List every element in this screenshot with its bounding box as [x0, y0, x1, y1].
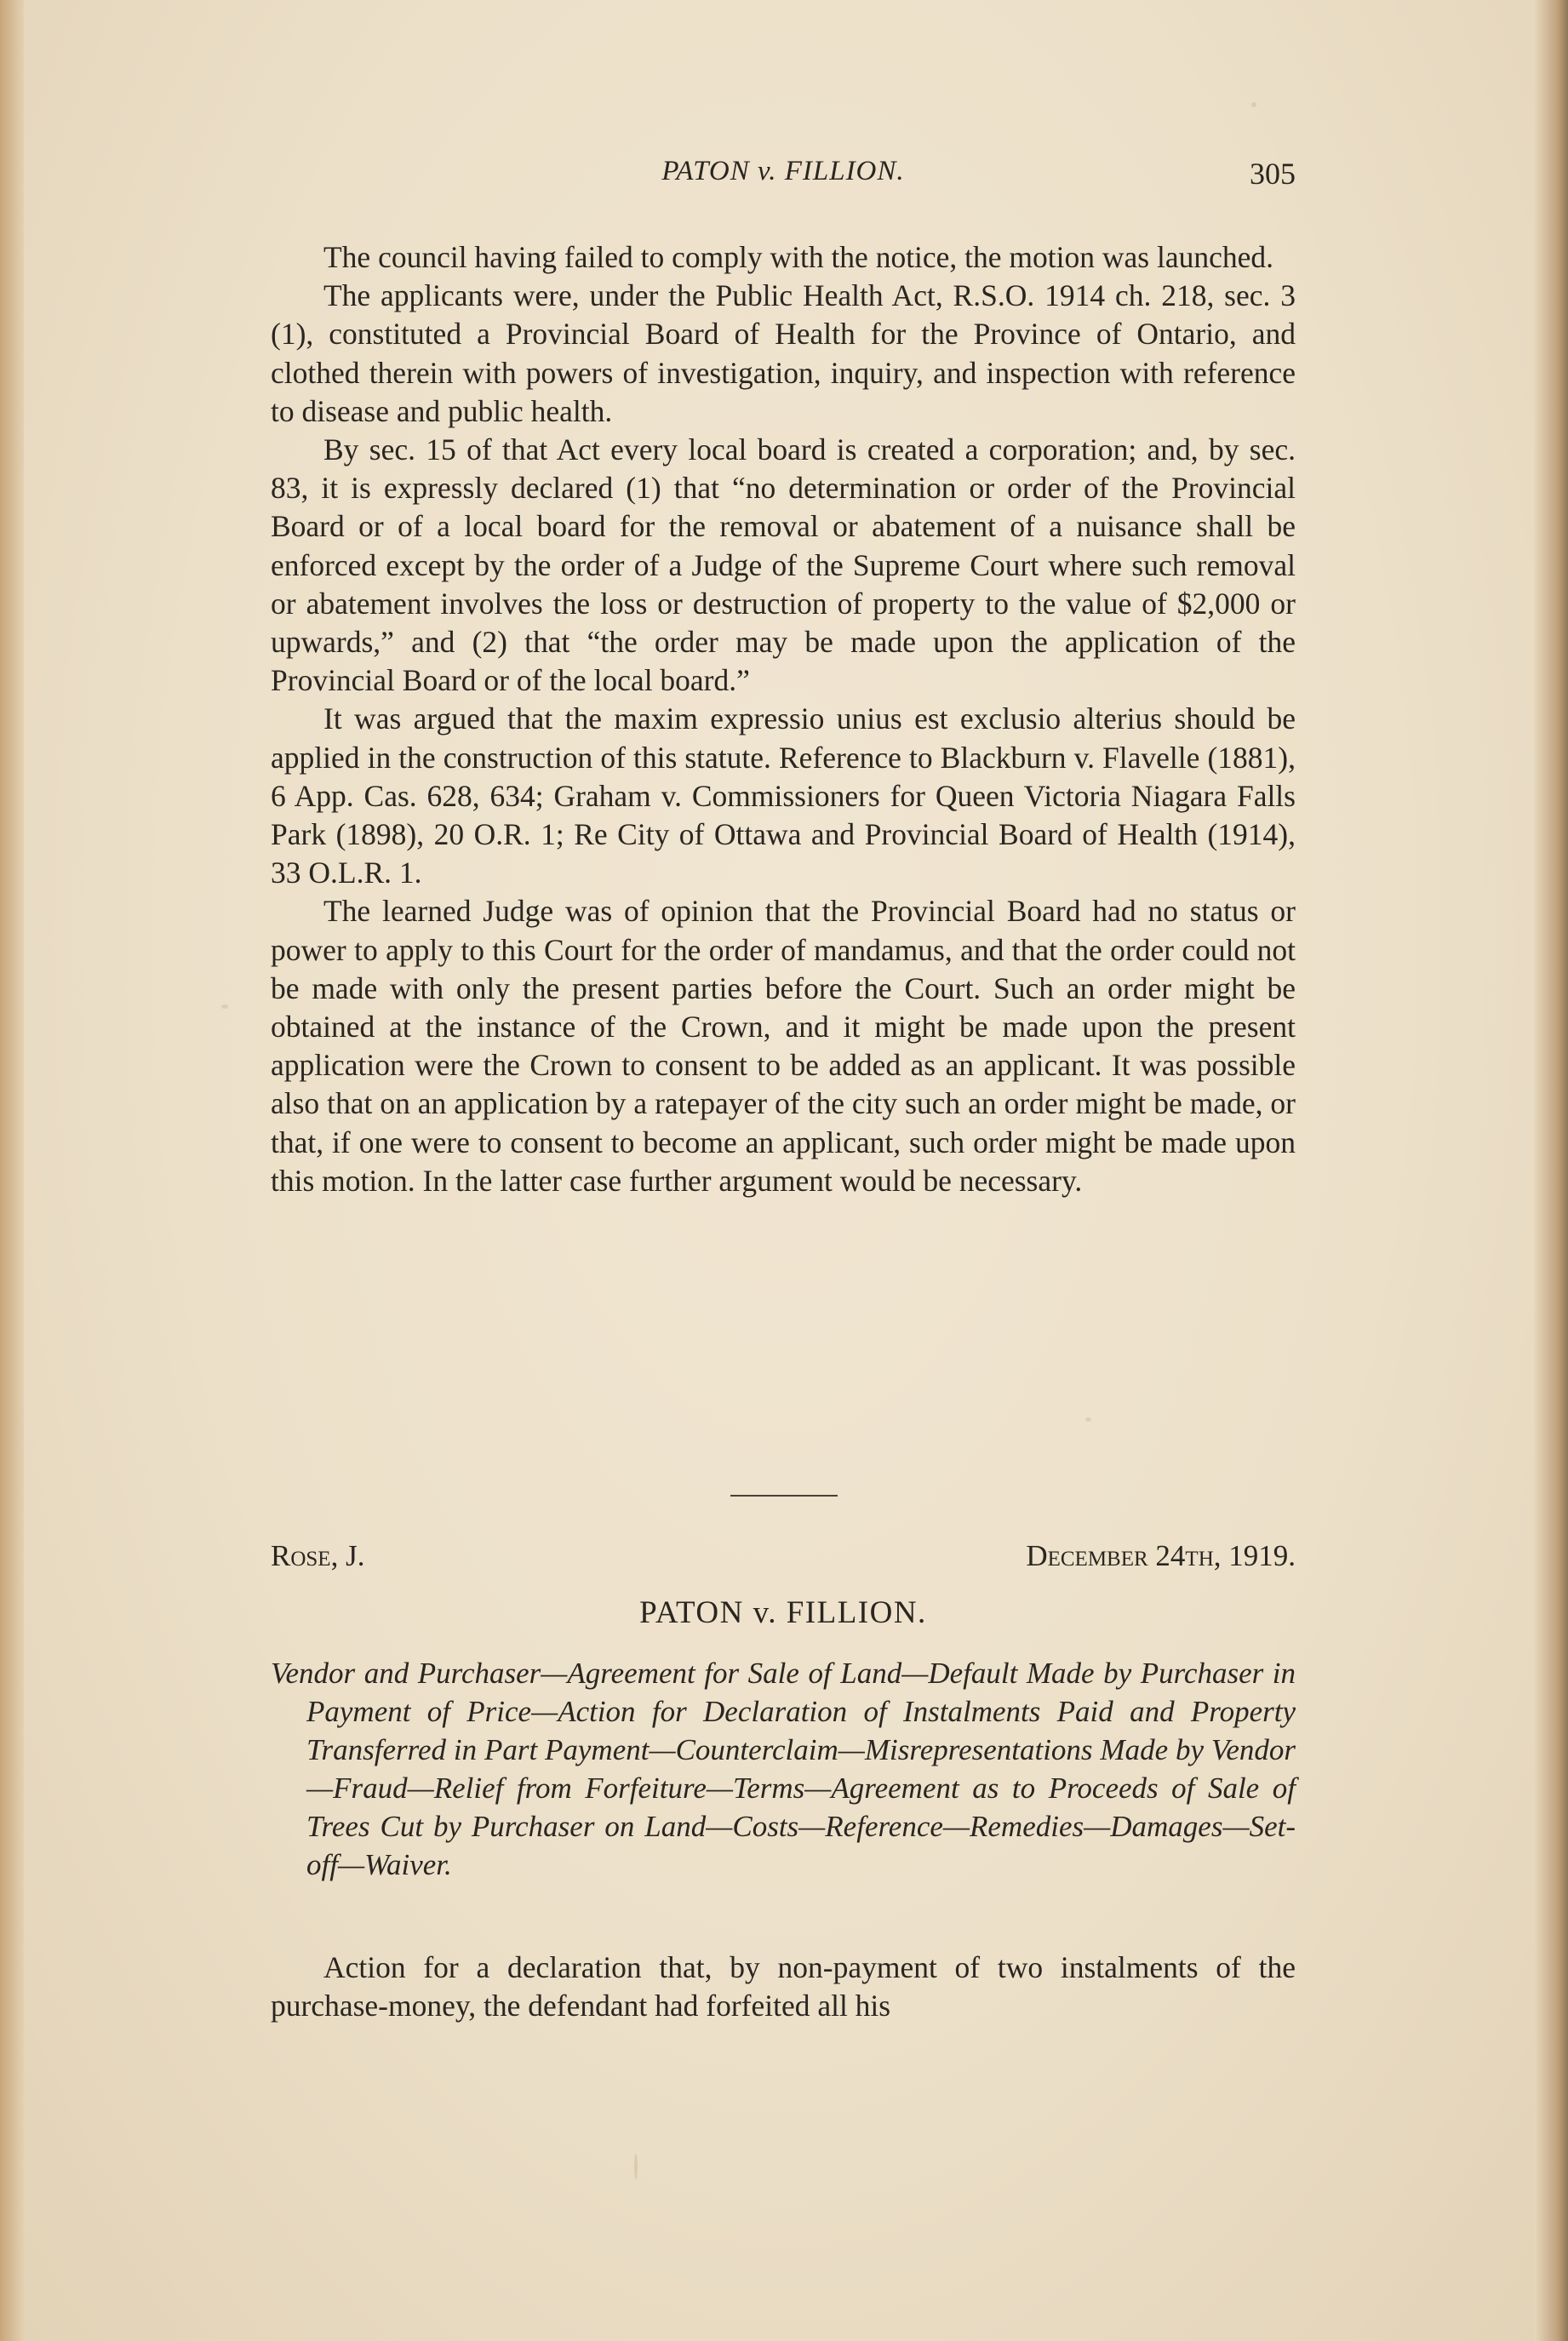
- action-summary: [271, 1949, 1296, 2025]
- running-head: [271, 156, 1296, 198]
- paper-spot: [221, 1005, 228, 1009]
- paragraph: Action for a declaration that, by non-payment of two instalments of the purchase-money, the defendant had forfeited all his: [271, 1950, 1296, 2023]
- paragraph: The applicants were, under the Public Health Act, R.S.O. 1914 ch. 218, sec. 3 (1), constituted a Provincial Board of Health for the Province of Ontario, and clothed therein with powers of investigation, inquiry, and inspection with reference to disease and public health.: [271, 278, 1296, 428]
- paragraph: It was argued that the maxim expressio unius est exclusio alterius should be applied in the construction of this statute. Reference to Blackburn v. Flavelle (1881), 6 App. Cas. 628, 634; Graham v. Commissioners for Queen Victoria Niagara Falls Park (1898), 20 O.R. 1; Re City of Ottawa and Provincial Board of Health (1914), 33 O.L.R. 1.: [271, 701, 1296, 890]
- headnote: Vendor and Purchaser—Agreement for Sale of Land—Default Made by Purchaser in Payment of Price—Action for Declaration of Instalments Paid and Property Transferred in Part Payment—Counterclaim—Misrepresentations Made by Vendor—Fraud—Relief from Forfeiture—Terms—Agreement as to Proceeds of Sale of Trees Cut by Purchaser on Land—Costs—Reference—Remedies—Damages—Set-off—Waiver.: [271, 1657, 1296, 1881]
- page-fore-edge: [1534, 0, 1568, 2341]
- paragraph: By sec. 15 of that Act every local board is created a corporation; and, by sec. 83, it is expressly declared (1) that “no determination or order of the Provincial Board or of a local board for the removal or abatement of a nuisance shall be enforced except by the order of a Judge of the Supreme Court where such removal or abatement involves the loss or destruction of property to the value of $2,000 or upwards,” and (2) that “the order may be made upon the application of the Provincial Board or of the local board.”: [271, 432, 1296, 698]
- running-title: PATON v. FILLION.: [661, 156, 905, 186]
- case-header-line: [271, 1539, 1296, 1580]
- paper-spot: [1085, 1417, 1091, 1422]
- paragraph: The learned Judge was of opinion that the Provincial Board had no status or power to apply to this Court for the order of mandamus, and that the order could not be made with only the present parties before the Court. Such an order might be obtained at the instance of the Crown, and it might be made upon the present application were the Crown to consent to be added as an applicant. It was possible also that on an application by a ratepayer of the city such an order might be made, or that, if one were to consent to become an applicant, such order might be made upon this motion. In the latter case further argument would be necessary.: [271, 894, 1296, 1198]
- judge-name: Rose, J.: [271, 1539, 365, 1572]
- paragraph: The council having failed to comply with the notice, the motion was launched.: [323, 240, 1273, 274]
- judgment-date: December 24th, 1919.: [1026, 1539, 1296, 1572]
- case-title: PATON v. FILLION.: [639, 1595, 927, 1630]
- section-divider: [730, 1495, 838, 1497]
- paper-spot: [634, 2154, 638, 2179]
- body-text: [271, 238, 1296, 1200]
- page-number: 305: [1250, 157, 1296, 191]
- page-binding-edge: [0, 0, 24, 2341]
- paper-spot: [1251, 102, 1256, 107]
